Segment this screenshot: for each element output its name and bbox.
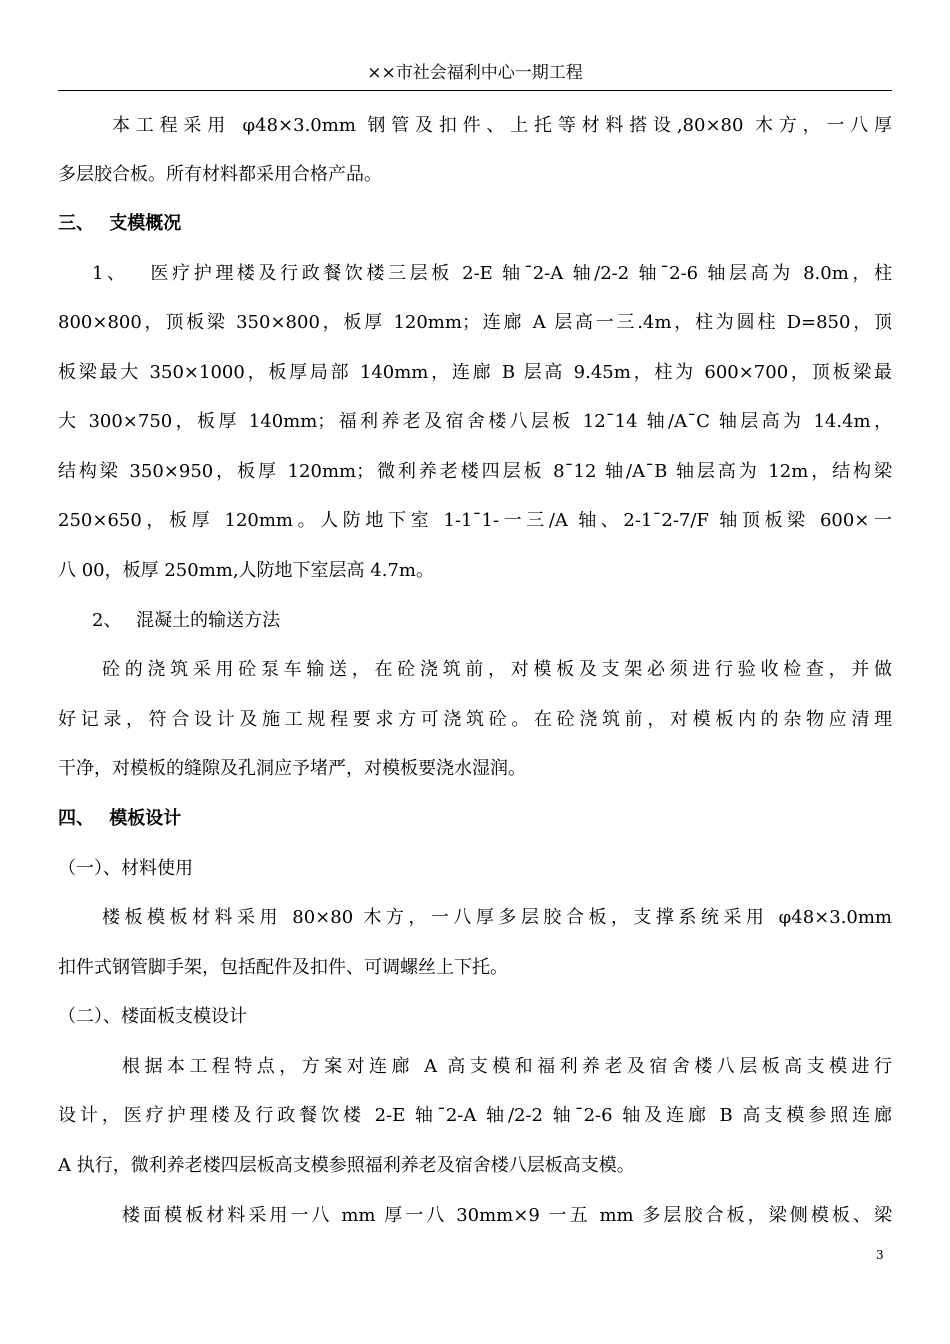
subsection-heading: 2、 混凝土的输送方法: [92, 610, 281, 631]
body-line: 砼的浇筑采用砼泵车输送，在砼浇筑前，对模板及支架必须进行验收检查，并做: [102, 659, 892, 680]
page-number: 3: [876, 1248, 884, 1262]
body-line: 板梁最大 350×1000，板厚局部 140mm，连廊 B 层高 9.45m，柱为 600×700，顶板梁最: [58, 362, 892, 383]
body-line: 1、 医疗护理楼及行政餐饮楼三层板 2-E 轴¯2-A 轴/2-2 轴¯2-6 轴层高为 8.0m，柱: [92, 263, 892, 284]
body-line: 干净，对模板的缝隙及孔洞应予堵严，对模板要浇水湿润。: [58, 758, 526, 779]
body-line: 楼面模板材料采用一八 mm 厚一八 30mm×9 一五 mm 多层胶合板，梁侧模板、梁: [122, 1205, 892, 1226]
page-header-title: ××市社会福利中心一期工程: [58, 60, 892, 91]
body-line: 设计，医疗护理楼及行政餐饮楼 2-E 轴¯2-A 轴/2-2 轴¯2-6 轴及连廊 B 高支模参照连廊: [58, 1105, 892, 1126]
subsection-heading: （二）、楼面板支模设计: [58, 1006, 247, 1027]
body-line: 扣件式钢管脚手架，包括配件及扣件、可调螺丝上下托。: [58, 957, 508, 978]
body-line: 八 00，板厚 250mm,人防地下室层高 4.7m。: [58, 560, 434, 581]
body-line: 250×650，板厚 120mm。人防地下室 1-1¯1-一三/A 轴、2-1¯2-7/F 轴顶板梁 600×一: [58, 510, 892, 531]
body-line: 大 300×750，板厚 140mm；福利养老及宿舍楼八层板 12¯14 轴/A¯C 轴层高为 14.4m，: [58, 411, 892, 432]
body-line: 根据本工程特点，方案对连廊 A 高支模和福利养老及宿舍楼八层板高支模进行: [122, 1056, 892, 1077]
body-line: 多层胶合板。所有材料都采用合格产品。: [58, 164, 382, 185]
section-heading: 四、 模板设计: [58, 808, 182, 829]
body-line: 本工程采用 φ48×3.0mm 钢管及扣件、上托等材料搭设,80×80 木方，一八厚: [112, 115, 892, 136]
body-line: A 执行，微利养老楼四层板高支模参照福利养老及宿舍楼八层板高支模。: [58, 1155, 635, 1176]
body-line: 结构梁 350×950，板厚 120mm；微利养老楼四层板 8¯12 轴/A¯B 轴层高为 12m，结构梁: [58, 461, 892, 482]
body-line: 好记录，符合设计及施工规程要求方可浇筑砼。在砼浇筑前，对模板内的杂物应清理: [58, 709, 892, 730]
subsection-heading: （一）、材料使用: [58, 858, 193, 879]
body-line: 800×800，顶板梁 350×800，板厚 120mm；连廊 A 层高一三.4m，柱为圆柱 D=850，顶: [58, 312, 892, 333]
body-line: 楼板模板材料采用 80×80 木方，一八厚多层胶合板，支撑系统采用 φ48×3.0mm: [102, 907, 892, 928]
section-heading: 三、 支模概况: [58, 213, 182, 234]
